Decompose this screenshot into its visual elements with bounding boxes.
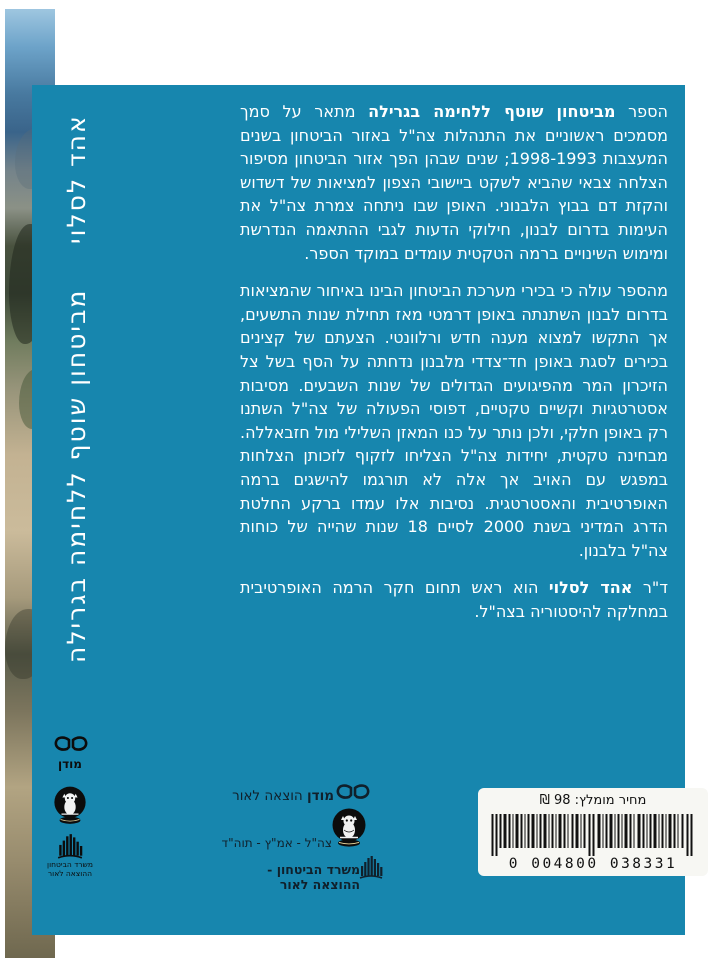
- blurb-p1-post: מתאר על סמך מסמכים ראשוניים את התנהלות צה"ל באזור הביטחון בשנים המעצבות 1998-1993; שנים שבהן הפך אזור הביטחון מסיפור הצלחה צבאי שהביא לשקט ביישובי הצפון למציאות של דשדוש והקזת דם בבוץ הלבנוני. האופן שבו ניתחה צמרת צה"ל את העימות בדרום לבנון, חילוקי הדעות לגבי ההתאמה הנדרשת ומימוש השינויים ברמה הטקטית עומדים במוקד הספר.: [240, 102, 668, 263]
- spine-owl-logo-icon: [52, 785, 88, 829]
- spine-ministry-line1: משרד הביטחון: [47, 860, 93, 869]
- spine-modan-books-icon: [54, 736, 88, 758]
- bio-pre: ד"ר: [632, 578, 669, 598]
- spine-title: מביטחון שוטף ללחימה בגרילה: [62, 288, 91, 663]
- spine-author: אהד לסלוי: [62, 114, 91, 244]
- blurb-p1-pre: הספר: [615, 102, 668, 121]
- modan-name: מודן: [307, 788, 334, 804]
- modan-publisher-line: [222, 788, 334, 804]
- book-title-inline: מביטחון שוטף ללחימה בגרילה: [368, 102, 616, 121]
- spine-modan-label: מודן: [58, 757, 82, 771]
- spine-ministry-label: [34, 860, 106, 878]
- barcode-sticker: [478, 788, 708, 876]
- barcode-digits: 0 004800 038331: [508, 856, 678, 872]
- modan-rest: הוצאה לאור: [232, 788, 308, 804]
- spine-ministry-line2: ההוצאה לאור: [47, 869, 93, 878]
- army-publisher-line: צה"ל - אמ"ץ - תוה"ד: [221, 836, 332, 850]
- author-bio: [240, 576, 668, 623]
- owl-logo-icon: [330, 808, 368, 848]
- blurb-paragraph-1: [240, 100, 668, 265]
- back-blurb: [240, 100, 668, 637]
- blurb-paragraph-2: מהספר עולה כי בכירי מערכת הביטחון הבינו באיחור שהמציאות בדרום לבנון השתנתה באופן דרמטי מאז תחילת שנות התשעים, אך התקשו למצוא מענה חדש ורלוונטי. הצעתם של קצינים בכירים לסגת באופן חד־צדדי מלבנון נדחתה על הסף בשל צל הזיכרון המר מהפיגועים הגדולים של שנות השבעים. מסיבות אסטרטגיות וקשיים טקטיים, דפוסי הפעולה של צה"ל השתנו רק באופן חלקי, ולכן נותר על כנו המאזן השלילי מול חזבאללה. מבחינה טקטית, יחידות צה"ל הצליחו לזקוף לזכותן הצלחות במפגש עם האויב אך אלה לא תורגמו להישגים ברמה האופרטיבית והאסטרטגית. נסיבות אלו עמדו ברקע החלטת הדרג המדיני בשנת 2000 לסיים 18 שנות שהייה של כוחות צה"ל בלבנון.: [240, 281, 669, 560]
- ministry-publisher-line: משרד הביטחון - ההוצאה לאור: [267, 862, 360, 892]
- barcode-bars: [490, 814, 696, 856]
- modan-books-icon: [336, 784, 370, 806]
- ministry-building-icon: [358, 854, 384, 880]
- bio-post: הוא ראש תחום חקר הרמה האופרטיבית במחלקה להיסטוריה בצה"ל.: [240, 578, 668, 621]
- price-label: מחיר מומלץ: 98 ₪: [539, 793, 647, 808]
- spine-ministry-building-icon: [56, 832, 84, 860]
- author-name-inline: אהד לסלוי: [548, 578, 633, 598]
